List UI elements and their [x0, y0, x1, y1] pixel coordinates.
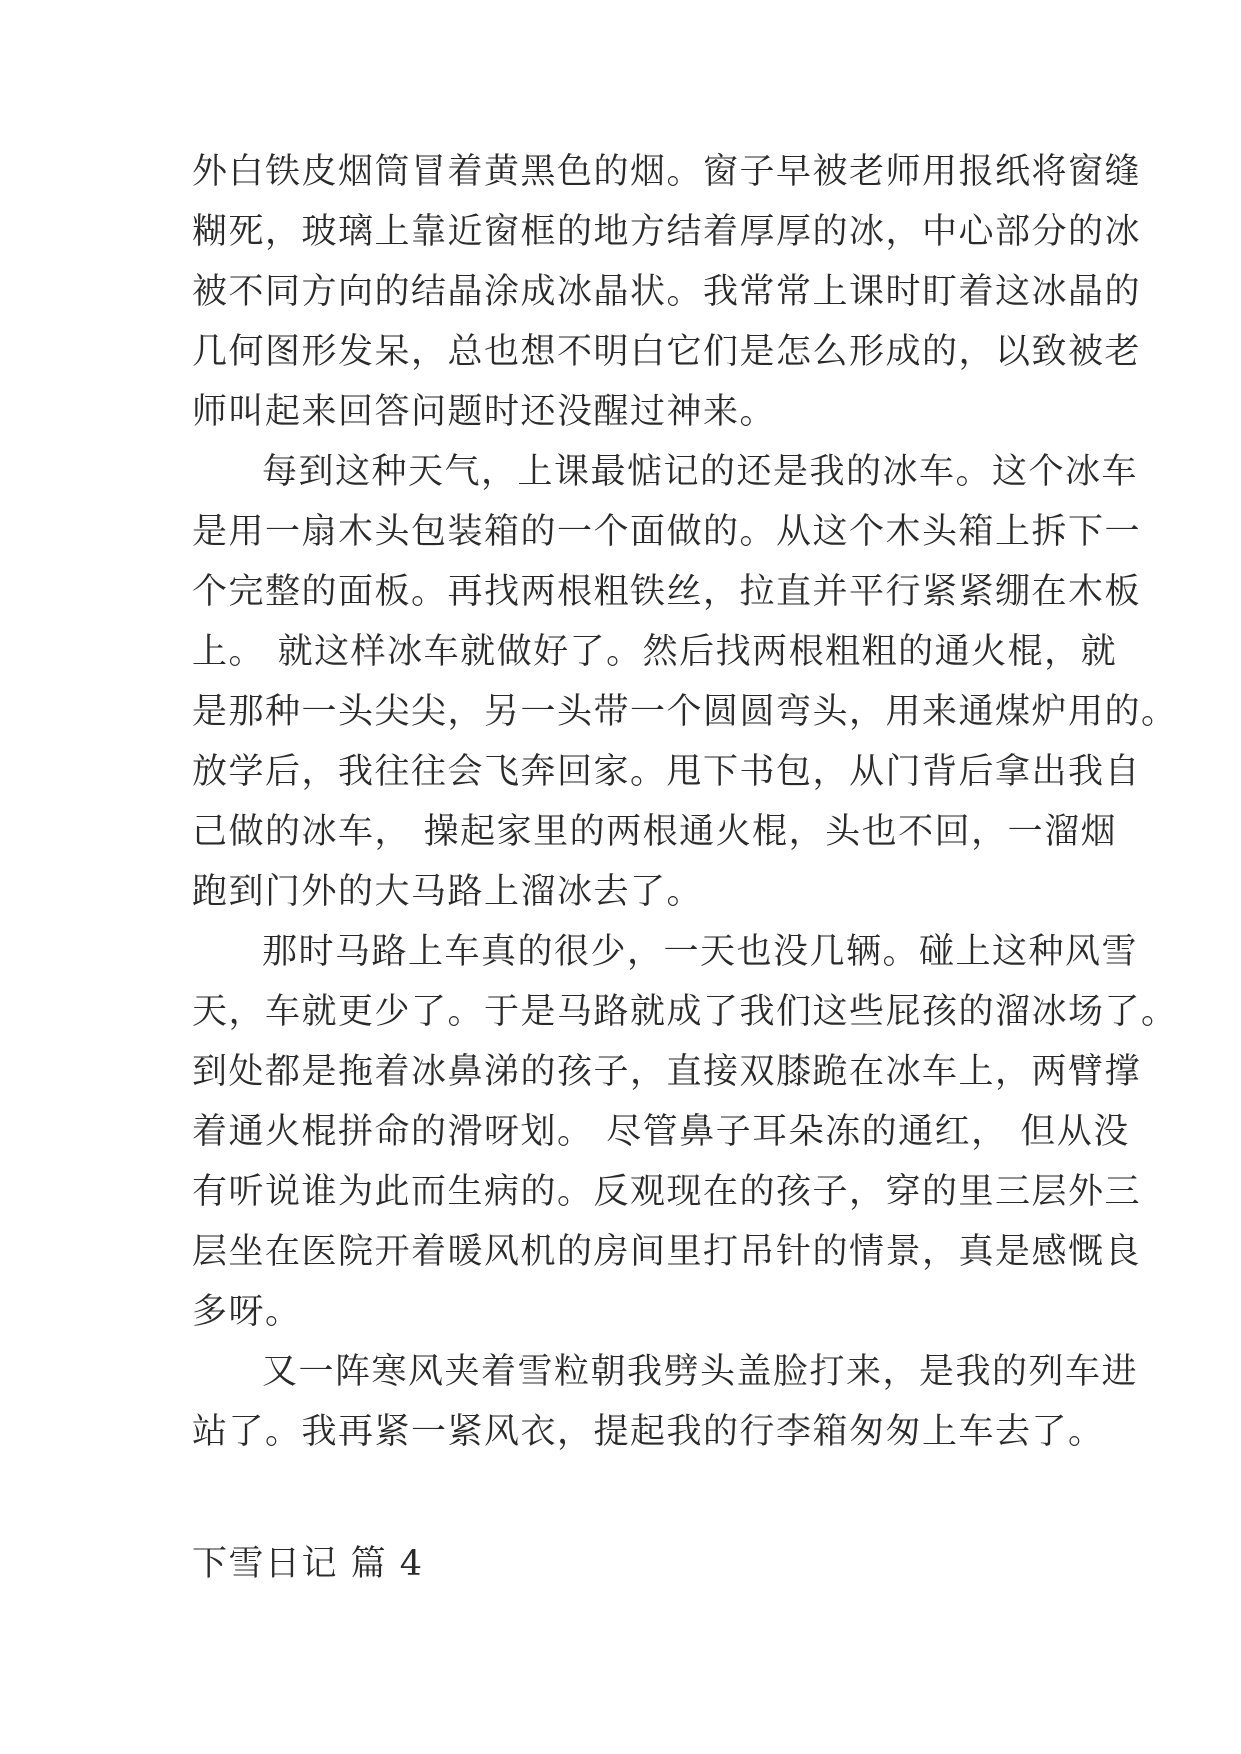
text-line: 着通火棍拼命的滑呀划。 尽管鼻子耳朵冻的通红， 但从没	[192, 1112, 1130, 1152]
text-line: 个完整的面板。再找两根粗铁丝，拉直并平行紧紧绷在木板	[192, 572, 1142, 612]
text-line: 天，车就更少了。于是马路就成了我们这些屁孩的溜冰场了。	[192, 992, 1178, 1032]
section-heading: 下雪日记 篇 4	[192, 1544, 424, 1584]
text-line: 跑到门外的大马路上溜冰去了。	[192, 872, 704, 912]
text-line: 外白铁皮烟筒冒着黄黑色的烟。窗子早被老师用报纸将窗缝	[192, 152, 1142, 192]
paragraph-2	[192, 442, 1178, 922]
text-line: 几何图形发呆，总也想不明白它们是怎么形成的，以致被老	[192, 332, 1142, 372]
text-line: 又一阵寒风夹着雪粒朝我劈头盖脸打来，是我的列车进	[262, 1352, 1139, 1392]
text-line: 糊死，玻璃上靠近窗框的地方结着厚厚的冰，中心部分的冰	[192, 212, 1142, 252]
text-line: 上。 就这样冰车就做好了。然后找两根粗粗的通火棍，就	[192, 632, 1118, 672]
text-line: 师叫起来回答问题时还没醒过神来。	[192, 392, 777, 432]
paragraph-4	[192, 1342, 1139, 1462]
text-line: 站了。我再紧一紧风衣，提起我的行李箱匆匆上车去了。	[192, 1412, 1105, 1452]
text-line: 是那种一头尖尖，另一头带一个圆圆弯头，用来通煤炉用的。	[192, 692, 1178, 732]
text-line: 层坐在医院开着暖风机的房间里打吊针的情景，真是感慨良	[192, 1232, 1142, 1272]
paragraph-1	[192, 142, 1142, 442]
text-line: 是用一扇木头包装箱的一个面做的。从这个木头箱上拆下一	[192, 512, 1142, 552]
text-line: 到处都是拖着冰鼻涕的孩子，直接双膝跪在冰车上，两臂撑	[192, 1052, 1142, 1092]
document-body	[192, 142, 1178, 1594]
paragraph-3	[192, 922, 1178, 1342]
text-line: 有听说谁为此而生病的。反观现在的孩子，穿的里三层外三	[192, 1172, 1142, 1212]
text-line: 己做的冰车， 操起家里的两根通火棍，头也不回，一溜烟	[192, 812, 1118, 852]
text-line: 那时马路上车真的很少，一天也没几辆。碰上这种风雪	[262, 932, 1139, 972]
text-line: 放学后，我往往会飞奔回家。甩下书包，从门背后拿出我自	[192, 752, 1142, 792]
text-line: 被不同方向的结晶涂成冰晶状。我常常上课时盯着这冰晶的	[192, 272, 1142, 312]
text-line: 每到这种天气，上课最惦记的还是我的冰车。这个冰车	[262, 452, 1139, 492]
spacer	[192, 1462, 1056, 1534]
text-line: 多呀。	[192, 1292, 302, 1332]
